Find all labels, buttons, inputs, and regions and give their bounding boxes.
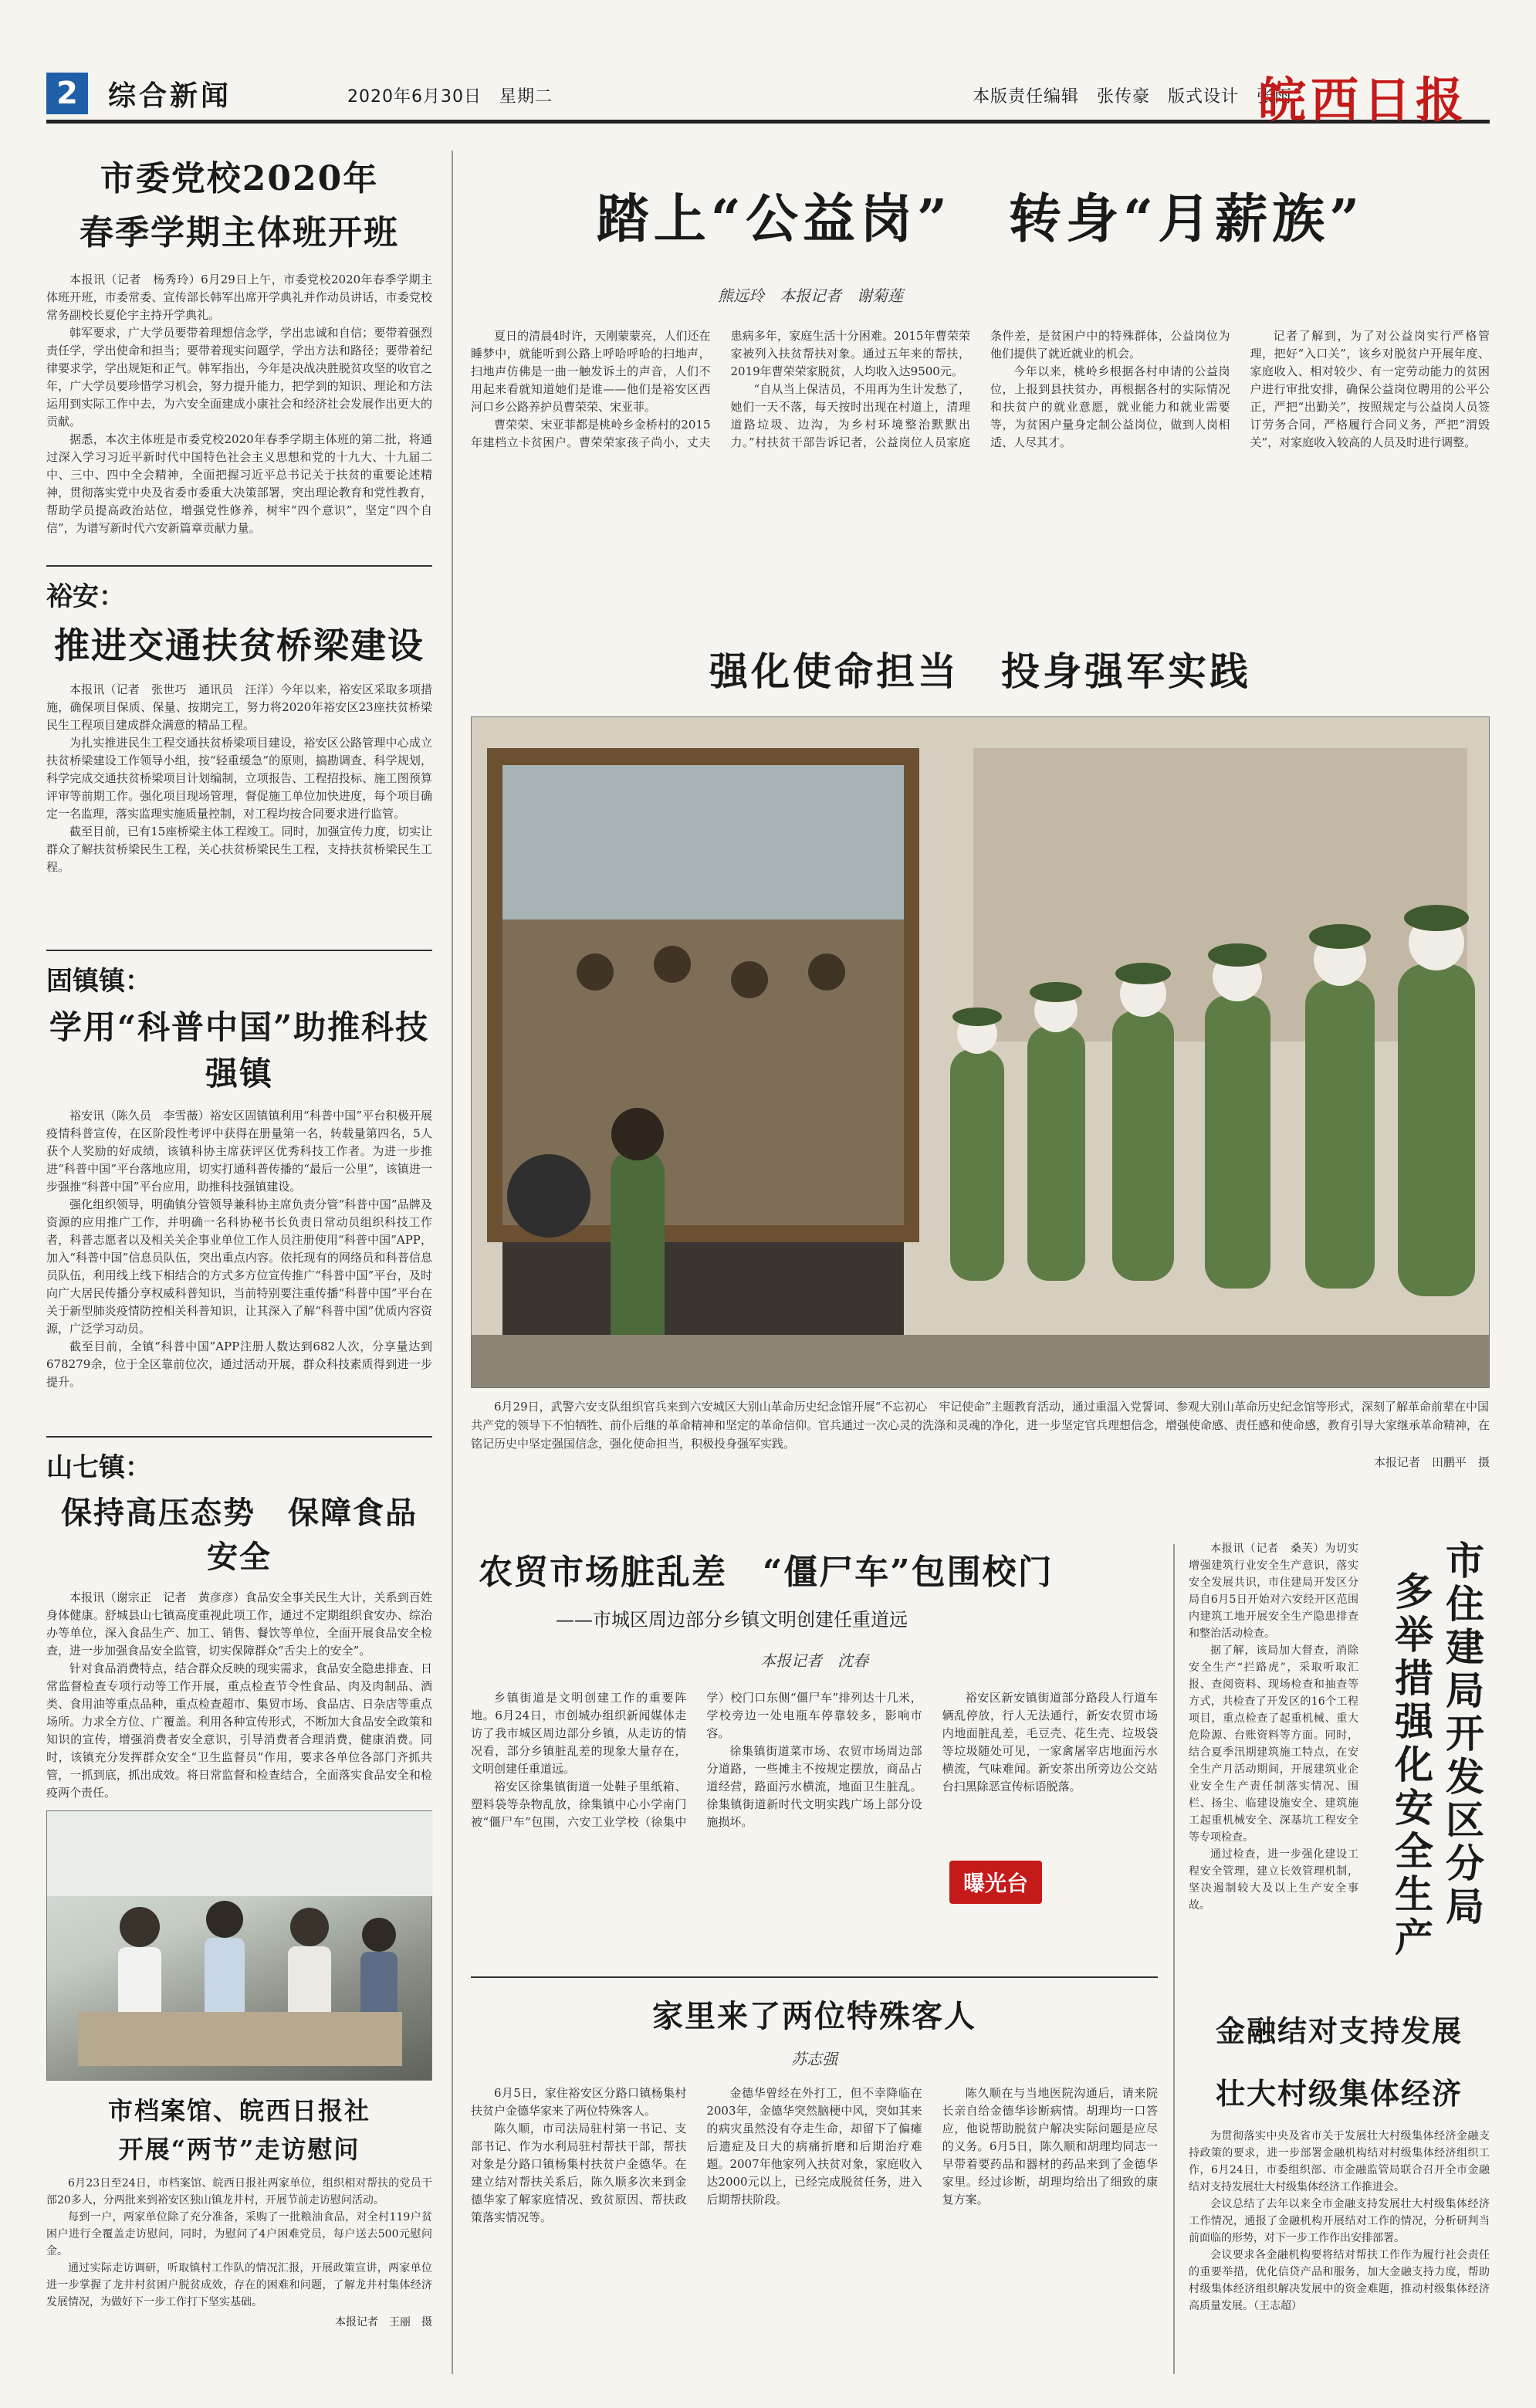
paragraph: 本报讯（记者 桑芙）为切实增强建筑行业安全生产意识，落实安全发展共识，市住建局开发区分局自6月5日开始对六安经开区范围内建筑工地开展安全生产隐患排查和整治活动检查。 bbox=[1189, 1543, 1358, 1640]
photo-credit: 本报记者 王丽 摄 bbox=[335, 2316, 432, 2328]
article-title: 推进交通扶贫桥梁建设 bbox=[54, 625, 425, 666]
article-body bbox=[1189, 2128, 1490, 2315]
paragraph: 记者了解到，为了对公益岗实行严格管理，把好“入口关”，该乡对脱贫户开展年度、家庭收入、相对较少、有一定劳动能力的贫困户进行审批安排，确保公益岗位聘用的公平公正，严把“出勤关”，按照规定与公益岗人员签订劳务合同，严格履行合同义务，严把“渭毁关”，对家庭收入较高的人员及时进行调整。 bbox=[1250, 329, 1490, 449]
article-shanqi-food bbox=[46, 1446, 432, 1802]
paragraph: 今年以来，桃岭乡根据各村申请的公益岗位，上报到县扶贫办，再根据各村的实际情况和扶贫户的就业意愿，就业能力和就业需要等，为贫困户量身定制公益岗位，做到人岗相适、人尽其才。 bbox=[990, 364, 1230, 449]
paragraph: 截至目前，已有15座桥梁主体工程竣工。同时，加强宣传力度，切实让群众了解扶贫桥梁民生工程，关心扶贫桥梁民生工程，支持扶贫桥梁民生工程。 bbox=[46, 825, 432, 874]
article-military-education bbox=[471, 641, 1490, 1472]
article-title: 踏上“公益岗” 转身“月薪族” bbox=[596, 188, 1365, 250]
article-yuan-bridges bbox=[46, 575, 432, 876]
article-body bbox=[46, 2175, 432, 2311]
newspaper-logo: 皖西日报 bbox=[1258, 72, 1469, 128]
paragraph: 会议总结了去年以来全市金融支持发展壮大村级集体经济工作情况，通报了金融机构开展结对工作的情况，分析研判当前面临的形势，对下一步工作作出安排部署。 bbox=[1189, 2198, 1490, 2244]
paragraph: “自从当上保洁员，不用再为生计发愁了，她们一天不落，每天按时出现在村道上，清理道路垃圾、边沟，为乡村环境整治默默出力。”村扶贫干部告诉记者，公益岗位人员家庭条件差，是贫困户中的特殊群体，公益岗位为他们提供了就近就业的机会。 bbox=[730, 329, 1230, 449]
paragraph: 韩军要求，广大学员要带着理想信念学，学出忠诚和自信；要带着强烈责任学，学出使命和担当；要带着现实问题学，学出方法和路径；要带着纪律要求学，学出规矩和正气。韩军指出，今年是决战决胜脱贫攻坚的收官之年，广大学员要珍惜学习机会，努力提升能力，把学到的知识、理论和方法运用到实际工作中去，为六安全面建成小康社会和经济社会发展作出更大的贡献。 bbox=[46, 326, 432, 428]
article-kicker: 山七镇： bbox=[46, 1452, 151, 1483]
visit-photo-illustration bbox=[47, 1811, 433, 2081]
divider bbox=[46, 1436, 432, 1438]
article-title-line2: 开展“两节”走访慰问 bbox=[118, 2135, 360, 2164]
paragraph: 6月5日，家住裕安区分路口镇杨集村扶贫户金德华家来了两位特殊客人。 bbox=[471, 2086, 687, 2118]
article-title-line2: 壮大村级集体经济 bbox=[1215, 2076, 1463, 2111]
article-title-line1: 市档案馆、皖西日报社 bbox=[107, 2096, 370, 2125]
paragraph: 截至目前，全镇“科普中国”APP注册人数达到682人次，分享量达到678279余，位于全区靠前位次，通过活动开展，群众科技素质得到进一步提升。 bbox=[46, 1339, 432, 1389]
article-title: 农贸市场脏乱差 “僵尸车”包围校门 bbox=[479, 1553, 1054, 1592]
paragraph: 曹荣荣、宋亚菲都是桃岭乡金桥村的2015年建档立卡贫困户。曹荣荣家孩子尚小，丈夫患病多年，家庭生活十分困难。2015年曹荣荣家被列入扶贫帮扶对象。通过五年来的帮扶，2019年曹荣荣家脱贫，人均收入达9500元。 bbox=[471, 329, 970, 449]
issue-date: 2020年6月30日 星期二 bbox=[347, 87, 553, 107]
article-title-line2: 春季学期主体班开班 bbox=[80, 213, 399, 252]
paragraph: 6月23日至24日，市档案馆、皖西日报社两家单位，组织相对帮扶的党员干部20多人，分两批来到裕安区独山镇龙井村，开展节前走访慰问活动。 bbox=[46, 2177, 432, 2206]
visit-photo bbox=[46, 1810, 432, 2081]
article-byline: 本报记者 沈春 bbox=[760, 1651, 868, 1670]
article-finance-village bbox=[1189, 2007, 1490, 2315]
masthead bbox=[46, 68, 1490, 128]
article-body bbox=[1189, 1540, 1358, 1914]
photo-caption: 6月29日，武警六安支队组织官兵来到六安城区大别山革命历史纪念馆开展“不忘初心 牢记使命”主题教育活动，通过重温入党誓词、参观大别山革命历史纪念馆等形式，深刻了解革命前辈在中国共产党的领导下不怕牺牲、前仆后继的革命精神和坚定的革命信仰。官兵通过一次心灵的洗涤和灵魂的净化，进一步坚定官兵理想信念，增强使命感、责任感和使命感，教育引导大家继承革命精神，在铭记历史中坚定强国信念，强化使命担当，积极投身强军实践。 bbox=[471, 1400, 1490, 1451]
paragraph: 每到一户，两家单位除了充分准备，采购了一批粮油食品，对全村119户贫困户进行全覆盖走访慰问，同时，为慰问了4户困难党员，每户送去500元慰问金。 bbox=[46, 2211, 432, 2257]
military-photo bbox=[471, 716, 1490, 1388]
paragraph: 裕安区徐集镇街道一处鞋子里纸箱、塑料袋等杂物乱放，徐集镇中心小学南门被“僵尸车”包围，六安工业学校（徐集中学）校门口东侧“僵尸车”排列达十几米，学校旁边一处电瓶车停靠较多，影响市容。 bbox=[471, 1691, 922, 1829]
column-divider bbox=[452, 151, 453, 2374]
article-title: 学用“科普中国”助推科技强镇 bbox=[49, 1008, 430, 1092]
article-market-zombie-cars bbox=[471, 1544, 1158, 1944]
article-body bbox=[46, 1589, 432, 1802]
article-body bbox=[471, 2085, 1158, 2378]
paragraph: 乡镇街道是文明创建工作的重要阵地。6月24日，市创城办组织新闻媒体走访了我市城区周边部分乡镇，从走访的情况看，部分乡镇脏乱差的现象大量存在，文明创建任重道远。 bbox=[471, 1691, 687, 1776]
article-guzhen-science bbox=[46, 960, 432, 1391]
article-body bbox=[46, 1107, 432, 1391]
paragraph: 金德华曾经在外打工，但不幸降临在2003年，金德华突然脑梗中风，突如其来的病灾虽然没有夺走生命，却留下了偏瘫后遗症及日大的病痛折磨和后期治疗难题。2007年他家列入扶贫对象，家庭收入达2000元以上，已经完成脱贫任务，进入后期帮扶阶段。 bbox=[706, 2086, 922, 2206]
paragraph: 裕安讯（陈久员 李雪薇）裕安区固镇镇利用“科普中国”平台积极开展疫情科普宣传，在区阶段性考评中获得在册量第一名，转载量第四名，5人获个人奖励的好成绩，该镇科协主席获评区优秀科技工作者。为进一步推进“科普中国”平台落地应用，切实打通科普传播的“最后一公里”，该镇进一步强推“科普中国”平台应用，助推科技强镇建设。 bbox=[46, 1109, 432, 1194]
military-photo-illustration bbox=[472, 717, 1490, 1388]
paragraph: 本报讯（谢宗正 记者 黄彦彦）食品安全事关民生大计，关系到百姓身体健康。舒城县山七镇高度重视此项工作，通过不定期组织食安办、综治办等单位，深入食品生产、加工、销售、餐饮等单位，全面开展食品安全检查，进一步加强食品安全监管，切实保障群众“舌尖上的安全”。 bbox=[46, 1590, 432, 1658]
photo-credit: 本报记者 田鹏平 摄 bbox=[1373, 1455, 1490, 1469]
article-byline: 熊远玲 本报记者 谢菊莲 bbox=[718, 286, 903, 305]
divider bbox=[46, 950, 432, 951]
divider bbox=[46, 565, 432, 567]
paragraph: 据悉，本次主体班是市委党校2020年春季学期主体班的第二批，将通过深入学习习近平新时代中国特色社会主义思想和党的十九大、十九届二中、三中、四中全会精神，全面把握习近平总书记关于扶贫的重要论述精神，贯彻落实党中央及省委市委重大决策部署，突出理论教育和党性教育，帮助学员提高政治站位，增强党性修养，树牢“四个意识”，坚定“四个自信”，为谱写新时代六安新篇章贡献力量。 bbox=[46, 432, 432, 535]
article-housing-safety bbox=[1189, 1540, 1490, 1996]
paragraph: 本报讯（记者 杨秀玲）6月29日上午，市委党校2020年春季学期主体班开班，市委常委、宣传部长韩军出席开学典礼并作动员讲话，市委党校常务副校长夏伦宇主持开学典礼。 bbox=[46, 273, 432, 322]
article-body bbox=[471, 327, 1490, 559]
paragraph: 为扎实推进民生工程交通扶贫桥梁项目建设，裕安区公路管理中心成立扶贫桥梁建设工作领导小组，按“轻重缓急”的原则，搞勘调查、科学规划，科学完成交通扶贫桥梁项目计划编制，立项报告、工程招投标、施工图预算评审等前期工作。强化项目现场管理，督促施工单位加快进度，每个项目确定一名监理，落实监理实施质量控制，对工程均按合同要求进行监管。 bbox=[46, 736, 432, 821]
article-title-line1: 市委党校2020年 bbox=[100, 159, 379, 198]
divider bbox=[471, 1976, 1158, 1978]
paragraph: 通过实际走访调研，听取镇村工作队的情况汇报，开展政策宣讲，两家单位进一步掌握了龙井村贫困户脱贫成效，存在的困难和问题，了解龙井村集体经济发展情况，为做好下一步工作打下坚实基础。 bbox=[46, 2262, 432, 2308]
paragraph: 夏日的清晨4时许，天刚蒙蒙亮，人们还在睡梦中，就能听到公路上呼哈呼哈的扫地声，扫地声仿佛是一曲一触发诉土的声音，人们不用起来看就知道她们是谁——他们是裕安区西河口乡公路养护员曹荣荣、宋亚菲。 bbox=[471, 329, 711, 414]
section-name: 综合新闻 bbox=[108, 80, 232, 112]
article-party-school bbox=[46, 151, 432, 537]
article-body bbox=[471, 1689, 1158, 1944]
exposure-badge: 曝光台 bbox=[949, 1861, 1042, 1904]
paragraph: 裕安区新安镇街道部分路段人行道车辆乱停放，行人无法通行，新安农贸市场内地面脏乱差，毛豆壳、花生壳、垃圾袋等垃圾随处可见，一家禽屠宰店地面污水横流，气味难闻。新安茶出所旁边公交站台扫黑除恶宣传标语脱落。 bbox=[942, 1691, 1158, 1793]
paragraph: 徐集镇街道菜市场、农贸市场周边部分道路，一些摊主不按规定摆放，商品占道经营，路面污水横流，地面卫生脏乱。徐集镇街道新时代文明实践广场上部分设施损坏。 bbox=[706, 1744, 922, 1829]
paragraph: 陈久顺，市司法局驻村第一书记、支部书记、作为水利局驻村帮扶干部，帮扶对象是分路口镇杨集村扶贫户金德华。在建立结对帮扶关系后，陈久顺多次来到金德华家了解家庭情况、致贫原因、帮扶政策落实情况等。 bbox=[471, 2122, 687, 2224]
article-byline: 苏志强 bbox=[791, 2050, 837, 2068]
article-title: 强化使命担当 投身强军实践 bbox=[709, 649, 1251, 694]
article-subtitle: ——市城区周边部分乡镇文明创建任重道远 bbox=[556, 1609, 908, 1631]
paragraph: 本报讯（记者 张世巧 通讯员 汪洋）今年以来，裕安区采取多项措施，确保项目保质、保量、按期完工，努力将2020年裕安区23座扶贫桥梁民生工程项目建成群众满意的精品工程。 bbox=[46, 682, 432, 732]
paragraph: 通过检查，进一步强化建设工程安全管理，建立长效管理机制，坚决遏制较大及以上生产安全事故。 bbox=[1189, 1848, 1358, 1912]
article-title-a: 多举措强化安全生产 bbox=[1389, 1571, 1434, 1960]
article-kicker: 固镇镇： bbox=[46, 966, 151, 997]
article-title-line1: 金融结对支持发展 bbox=[1215, 2013, 1463, 2048]
article-title-b: 市住建局开发区分局 bbox=[1440, 1540, 1485, 1929]
article-title: 家里来了两位特殊客人 bbox=[652, 1998, 976, 2034]
paragraph: 强化组织领导，明确镇分管领导兼科协主席负责分管“科普中国”品牌及资源的应用推广工作，并明确一名科协秘书长负责日常动员组织科技工作者，科普志愿者以及相关关企事业单位工作人员注册使用“科普中国”APP，加入“科普中国”信息员队伍，突出重点内容。依托现有的网络员和科普信息员队伍，利用线上线下相结合的方式多方位宣传推广“科普中国”平台，及时向广大居民传播分享权威科普知识，当前特别要注重传播“科普中国”平台在关于新型肺炎疫情防控相关科普知识，让其深入了解“科普中国”优质内容资源，广泛学习动员。 bbox=[46, 1197, 432, 1336]
paragraph: 针对食品消费特点，结合群众反映的现实需求，食品安全隐患排查、日常监督检查专项行动等工作开展，重点检查节令性食品、肉及肉制品、酒类、食用油等重点品种，重点检查超市、集贸市场、食品店、日杂店等重点场所。力求全方位、广覆盖。利用各种宣传形式，不断加大食品安全政策和知识的宣传，增强消费者安全意识，引导消费者合理消费，健康消费。同时，该镇充分发挥群众安全“卫生监督员”作用，要求各单位各部门齐抓共管，一抓到底，抓出成效。将日常监督和检查结合，全面落实食品安全和检疫两个责任。 bbox=[46, 1661, 432, 1800]
page-number: 2 bbox=[46, 73, 88, 114]
article-title: 保持高压态势 保障食品安全 bbox=[61, 1495, 418, 1575]
paragraph: 为贯彻落实中央及省市关于发展壮大村级集体经济金融支持政策的要求，进一步部署金融机构结对村级集体经济组织工作，6月24日，市委组织部、市金融监管局联合召开全市金融结对支持发展壮大村级集体经济工作推进会。 bbox=[1189, 2130, 1490, 2193]
editor-credits: 本版责任编辑 张传豪 版式设计 张雨 bbox=[973, 87, 1293, 107]
article-body bbox=[46, 271, 432, 537]
paragraph: 陈久顺在与当地医院沟通后，请来院长亲自给金德华诊断病情。胡理均一口答应，他说帮助脱贫户解决实际问题是应尽的义务。6月5日，陈久顺和胡理均同志一早带着要药品和器材的药品来到了金德华家里。经过诊断，胡理均给出了细致的康复方案。 bbox=[942, 2086, 1158, 2206]
article-archives-visit bbox=[46, 1810, 432, 2329]
paragraph: 据了解，该局加大督查，消除安全生产“拦路虎”，采取听取汇报、查阅资料、现场检查和抽查等方式，共检查了开发区的16个工程项目，重点检查了起重机械、重大危险源、台账资料等方面。同时，结合夏季汛期建筑施工特点，在安全生产月活动期间，开展建筑业企业安全生产责任制落实情况、围栏、扬尘、临建设施安全、建筑施工起重机械安全、深基坑工程安全等专项检查。 bbox=[1189, 1644, 1358, 1844]
article-special-guests bbox=[471, 1992, 1158, 2378]
article-body bbox=[46, 681, 432, 876]
column-divider bbox=[1173, 1544, 1175, 2374]
article-kicker: 裕安： bbox=[46, 581, 125, 612]
paragraph: 会议要求各金融机构要将结对帮扶工作作为履行社会责任的重要举措，优化信贷产品和服务，加大金融支持力度，帮助村级集体经济组织解决发展中的资金难题，推动村级集体经济高质量发展。（王志超） bbox=[1189, 2249, 1490, 2312]
article-public-welfare bbox=[471, 178, 1490, 559]
